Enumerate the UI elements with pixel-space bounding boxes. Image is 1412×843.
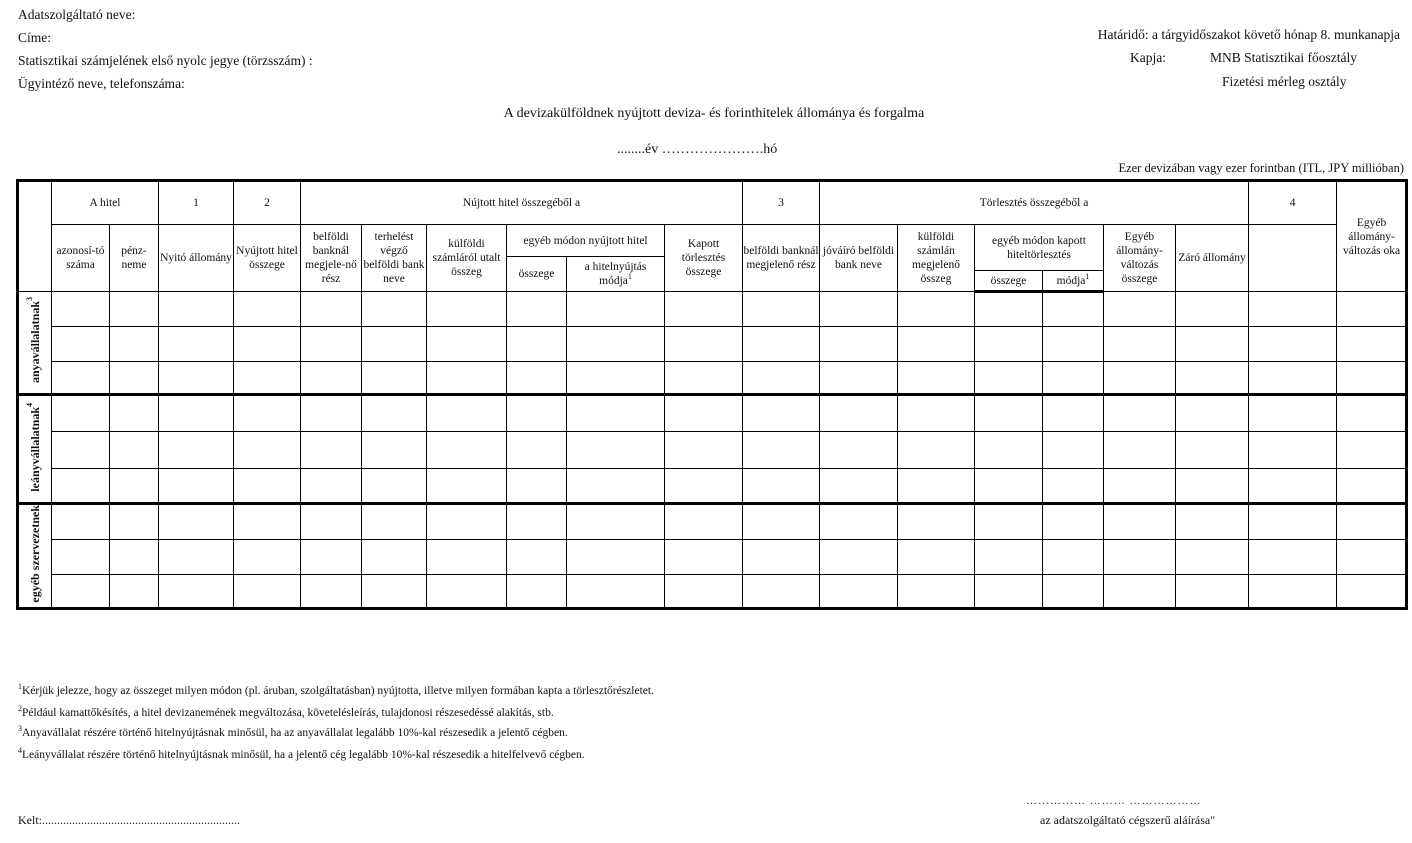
data-cell[interactable] (975, 469, 1043, 504)
data-cell[interactable] (159, 539, 234, 575)
recipient-line2: Fizetési mérleg osztály (1222, 74, 1347, 89)
data-cell[interactable] (234, 539, 301, 575)
data-cell[interactable] (665, 327, 743, 362)
data-cell[interactable] (1176, 395, 1249, 432)
kelt-dots[interactable]: .................................................................. (42, 813, 240, 827)
data-cell[interactable] (1104, 362, 1176, 395)
data-cell[interactable] (1104, 575, 1176, 609)
header-kulfoldi-szamlarol: külföldi számláról utalt összeg (427, 225, 507, 292)
data-cell[interactable] (110, 469, 159, 504)
row-group-label: leányvállalatnak$^4$ (18, 395, 52, 504)
kelt-line (18, 813, 240, 828)
data-cell[interactable] (898, 395, 975, 432)
data-cell[interactable] (427, 539, 507, 575)
signature-dots[interactable]: …………… ……… ……………… (1026, 795, 1202, 807)
provider-name-label: Adatszolgáltató neve: (18, 7, 136, 22)
data-cell[interactable] (427, 395, 507, 432)
header-kulfoldi-szamlan: külföldi számlán megjelenő összeg (898, 225, 975, 292)
data-cell[interactable] (1176, 575, 1249, 609)
data-cell[interactable] (507, 469, 567, 504)
data-cell[interactable] (52, 469, 110, 504)
data-cell[interactable] (110, 575, 159, 609)
data-cell[interactable] (665, 504, 743, 540)
data-cell[interactable] (898, 575, 975, 609)
data-cell[interactable] (362, 327, 427, 362)
data-cell[interactable] (159, 504, 234, 540)
data-cell[interactable] (301, 395, 362, 432)
data-cell[interactable] (1104, 504, 1176, 540)
data-cell[interactable] (362, 432, 427, 469)
data-cell[interactable] (1043, 395, 1104, 432)
footnote-4: $^4$Leányvállalat részére történő hitelnyújtásnak minősül, ha a jelentő cég legalább 10%-kal részesedik a hitelfelvevő cégben. (18, 746, 585, 761)
data-cell[interactable] (52, 575, 110, 609)
contact-label: Ügyintéző neve, telefonszáma: (18, 76, 185, 91)
data-cell[interactable] (820, 292, 898, 327)
data-cell[interactable] (820, 395, 898, 432)
table-row (18, 432, 1407, 469)
data-cell[interactable] (567, 504, 665, 540)
data-cell[interactable] (665, 469, 743, 504)
data-cell[interactable] (362, 469, 427, 504)
data-cell[interactable] (427, 292, 507, 327)
data-cell[interactable] (159, 327, 234, 362)
data-cell[interactable] (507, 504, 567, 540)
data-cell[interactable] (1337, 469, 1407, 504)
data-cell[interactable] (1176, 469, 1249, 504)
data-cell[interactable] (427, 432, 507, 469)
table-row (18, 292, 1407, 327)
data-cell[interactable] (1104, 469, 1176, 504)
data-cell[interactable] (898, 292, 975, 327)
data-cell[interactable] (1043, 504, 1104, 540)
data-cell[interactable] (820, 575, 898, 609)
data-cell[interactable] (567, 362, 665, 395)
data-cell[interactable] (1249, 575, 1337, 609)
data-cell[interactable] (301, 539, 362, 575)
data-cell[interactable] (507, 327, 567, 362)
data-cell[interactable] (1104, 432, 1176, 469)
data-cell[interactable] (1104, 539, 1176, 575)
data-cell[interactable] (110, 504, 159, 540)
data-cell[interactable] (159, 362, 234, 395)
data-cell[interactable] (234, 575, 301, 609)
data-cell[interactable] (567, 432, 665, 469)
data-cell[interactable] (1337, 504, 1407, 540)
data-cell[interactable] (52, 327, 110, 362)
header-osszege2: összege (975, 271, 1043, 292)
period-line (617, 142, 777, 158)
data-cell[interactable] (301, 469, 362, 504)
header-belfoldi-bank: belföldi banknál megjele-nő rész (301, 225, 362, 292)
data-cell[interactable] (1249, 395, 1337, 432)
data-cell[interactable] (427, 504, 507, 540)
footnote-ref-1: 1 (627, 272, 632, 282)
footnote-2: $^2$Például kamattőkésítés, a hitel devizanemének megváltozása, követelésleírás, tulajdonosi részesedéssé alakítás, stb. (18, 704, 554, 719)
header-belfoldi-bank-megjeleno: belföldi banknál megjelenő rész (743, 225, 820, 292)
data-cell[interactable] (234, 362, 301, 395)
data-cell[interactable] (234, 292, 301, 327)
data-cell[interactable] (743, 432, 820, 469)
data-cell[interactable] (427, 362, 507, 395)
header-egyeb-allomany-valtozas: Egyéb állomány-változás összege (1104, 225, 1176, 292)
col3-number: 3 (743, 181, 820, 225)
col2-number: 2 (234, 181, 301, 225)
data-cell[interactable] (159, 395, 234, 432)
data-cell[interactable] (1176, 504, 1249, 540)
data-cell[interactable] (567, 575, 665, 609)
deadline-text: Határidő: a tárgyidőszakot követő hónap 8. munkanapja (1097, 27, 1400, 42)
data-cell[interactable] (1176, 362, 1249, 395)
data-cell[interactable] (820, 432, 898, 469)
data-cell[interactable] (507, 575, 567, 609)
data-cell[interactable] (1104, 395, 1176, 432)
footnote-3: $^3$Anyavállalat részére történő hitelnyújtásnak minősül, ha az anyavállalat legalább 10%-kal részesedik a jelentő cégben. (18, 724, 568, 739)
data-cell[interactable] (110, 327, 159, 362)
header-penzneme: pénz-neme (110, 225, 159, 292)
footnote-1: $^1$Kérjük jelezze, hogy az összeget milyen módon (pl. áruban, szolgáltatásban) nyújtotta, illetve milyen formában kapta a törlesztőrészletet. (18, 682, 654, 697)
data-cell[interactable] (110, 362, 159, 395)
data-cell[interactable] (234, 432, 301, 469)
footnote-ref-1b: 1 (1085, 271, 1090, 281)
table-row (18, 469, 1407, 504)
data-cell[interactable] (665, 292, 743, 327)
data-cell[interactable] (362, 575, 427, 609)
data-cell[interactable] (1176, 292, 1249, 327)
data-cell[interactable] (898, 504, 975, 540)
hitel-group-header: A hitel (52, 181, 159, 225)
data-cell[interactable] (898, 469, 975, 504)
data-cell[interactable] (567, 539, 665, 575)
kelt-label: Kelt: (18, 813, 42, 827)
data-cell[interactable] (820, 504, 898, 540)
col1-number: 1 (159, 181, 234, 225)
data-cell[interactable] (52, 362, 110, 395)
data-cell[interactable] (743, 395, 820, 432)
stat-code-label: Statisztikai számjelének első nyolc jegye (törzsszám) : (18, 53, 313, 68)
data-cell[interactable] (1249, 362, 1337, 395)
data-cell[interactable] (665, 539, 743, 575)
table-row (18, 539, 1407, 575)
data-cell[interactable] (1337, 539, 1407, 575)
address-label: Címe: (18, 30, 51, 45)
data-cell[interactable] (234, 395, 301, 432)
form-title: A devizakülföldnek nyújtott deviza- és forinthitelek állománya és forgalma (503, 106, 925, 121)
header-osszege1: összege (507, 257, 567, 292)
data-cell[interactable] (975, 327, 1043, 362)
data-cell[interactable] (1104, 327, 1176, 362)
data-cell[interactable] (1337, 327, 1407, 362)
table-row (18, 575, 1407, 609)
header-terhelest: terhelést végző belföldi bank neve (362, 225, 427, 292)
data-cell[interactable] (1043, 362, 1104, 395)
data-cell[interactable] (665, 395, 743, 432)
period-year-label: év (645, 142, 659, 157)
header-egyeb-valtozas-oka: Egyéb állomány-változás oka (1337, 181, 1407, 292)
period-dots-year[interactable]: ........ (617, 142, 645, 157)
header-egyeb-modon-nyujtott: egyéb módon nyújtott hitel (507, 225, 665, 257)
period-month-label: hó (763, 142, 778, 157)
table-row (18, 395, 1407, 432)
data-cell[interactable] (52, 504, 110, 540)
data-cell[interactable] (159, 292, 234, 327)
data-cell[interactable] (1043, 469, 1104, 504)
data-cell[interactable] (1176, 327, 1249, 362)
header-modja: módja$^1$ (1043, 271, 1104, 292)
data-cell[interactable] (362, 362, 427, 395)
header-nyito: Nyitó állomány (159, 225, 234, 292)
data-cell[interactable] (1043, 292, 1104, 327)
data-cell[interactable] (820, 362, 898, 395)
data-cell[interactable] (159, 575, 234, 609)
recipient-label: Kapja: (1130, 50, 1166, 65)
data-cell[interactable] (52, 432, 110, 469)
data-cell[interactable] (743, 575, 820, 609)
data-cell[interactable] (975, 539, 1043, 575)
nyujtott-group-header: Nújtott hitel összegéből a (301, 181, 743, 225)
header-kapott-torlesztes: Kapott törlesztés összege (665, 225, 743, 292)
data-cell[interactable] (110, 432, 159, 469)
data-cell[interactable] (665, 432, 743, 469)
corner-cell (18, 181, 52, 292)
signature-label: az adatszolgáltató cégszerű aláírása" (1040, 813, 1216, 827)
data-cell[interactable] (898, 432, 975, 469)
data-cell[interactable] (567, 327, 665, 362)
data-cell[interactable] (301, 362, 362, 395)
data-cell[interactable] (1043, 327, 1104, 362)
data-cell[interactable] (234, 469, 301, 504)
header-azonosito: azonosí-tó száma (52, 225, 110, 292)
row-group-label: egyéb szervezetnek (18, 504, 52, 609)
data-cell[interactable] (743, 362, 820, 395)
data-cell[interactable] (898, 539, 975, 575)
data-cell[interactable] (1337, 292, 1407, 327)
data-cell[interactable] (743, 469, 820, 504)
data-cell[interactable] (301, 432, 362, 469)
col4-number: 4 (1249, 181, 1337, 225)
data-cell[interactable] (743, 539, 820, 575)
header-hitelnyujtas-modja: a hitelnyújtás módja$^1$ (567, 257, 665, 292)
data-cell[interactable] (110, 539, 159, 575)
data-cell[interactable] (362, 395, 427, 432)
data-cell[interactable] (975, 575, 1043, 609)
data-cell[interactable] (1043, 575, 1104, 609)
data-cell[interactable] (301, 327, 362, 362)
data-cell[interactable] (52, 292, 110, 327)
unit-note: Ezer devizában vagy ezer forintban (ITL, JPY millióban) (1118, 161, 1404, 175)
data-cell[interactable] (159, 469, 234, 504)
table-row (18, 504, 1407, 540)
data-cell[interactable] (52, 539, 110, 575)
header-joviro: jóváíró belföldi bank neve (820, 225, 898, 292)
data-cell[interactable] (1249, 292, 1337, 327)
header-egyeb-modon-kapott: egyéb módon kapott hiteltörlesztés (975, 225, 1104, 271)
table-row (18, 327, 1407, 362)
table-row (18, 362, 1407, 395)
data-cell[interactable] (820, 469, 898, 504)
data-cell[interactable] (1337, 395, 1407, 432)
data-cell[interactable] (898, 362, 975, 395)
data-cell[interactable] (743, 327, 820, 362)
data-cell[interactable] (1249, 327, 1337, 362)
data-cell[interactable] (1337, 575, 1407, 609)
data-cell[interactable] (1249, 539, 1337, 575)
data-cell[interactable] (1337, 362, 1407, 395)
data-cell[interactable] (743, 504, 820, 540)
period-dots-month[interactable]: …………………. (661, 142, 764, 157)
data-cell[interactable] (507, 395, 567, 432)
data-cell[interactable] (665, 575, 743, 609)
data-cell[interactable] (975, 292, 1043, 327)
data-cell[interactable] (507, 292, 567, 327)
data-cell[interactable] (301, 292, 362, 327)
report-table (16, 179, 1408, 610)
data-cell[interactable] (975, 362, 1043, 395)
data-cell[interactable] (507, 362, 567, 395)
data-cell[interactable] (234, 327, 301, 362)
data-cell[interactable] (52, 395, 110, 432)
data-cell[interactable] (234, 504, 301, 540)
torlesztes-group-header: Törlesztés összegéből a (820, 181, 1249, 225)
data-cell[interactable] (820, 539, 898, 575)
header-nyujtott: Nyújtott hitel összege (234, 225, 301, 292)
data-cell[interactable] (1249, 432, 1337, 469)
data-cell[interactable] (567, 395, 665, 432)
data-cell[interactable] (427, 469, 507, 504)
data-cell[interactable] (1043, 539, 1104, 575)
data-cell[interactable] (1176, 539, 1249, 575)
data-cell[interactable] (1249, 469, 1337, 504)
data-cell[interactable] (743, 292, 820, 327)
data-cell[interactable] (975, 395, 1043, 432)
data-cell[interactable] (427, 575, 507, 609)
data-cell[interactable] (301, 575, 362, 609)
data-cell[interactable] (301, 504, 362, 540)
recipient-line1: MNB Statisztikai főosztály (1210, 50, 1357, 65)
row-group-label: anyavállalatnak$^3$ (18, 292, 52, 395)
data-cell[interactable] (1176, 432, 1249, 469)
data-cell[interactable] (362, 292, 427, 327)
data-cell[interactable] (898, 327, 975, 362)
data-cell[interactable] (975, 504, 1043, 540)
data-cell[interactable] (159, 432, 234, 469)
header-zaro: Záró állomány (1176, 225, 1249, 292)
data-cell[interactable] (665, 362, 743, 395)
data-cell[interactable] (567, 292, 665, 327)
data-cell[interactable] (110, 292, 159, 327)
data-cell[interactable] (1043, 432, 1104, 469)
data-cell[interactable] (1337, 432, 1407, 469)
data-cell[interactable] (1104, 292, 1176, 327)
data-cell[interactable] (975, 432, 1043, 469)
data-cell[interactable] (427, 327, 507, 362)
data-cell[interactable] (110, 395, 159, 432)
data-cell[interactable] (362, 504, 427, 540)
data-cell[interactable] (1249, 504, 1337, 540)
data-cell[interactable] (567, 469, 665, 504)
data-cell[interactable] (820, 327, 898, 362)
data-cell[interactable] (507, 539, 567, 575)
data-cell[interactable] (362, 539, 427, 575)
data-cell[interactable] (507, 432, 567, 469)
